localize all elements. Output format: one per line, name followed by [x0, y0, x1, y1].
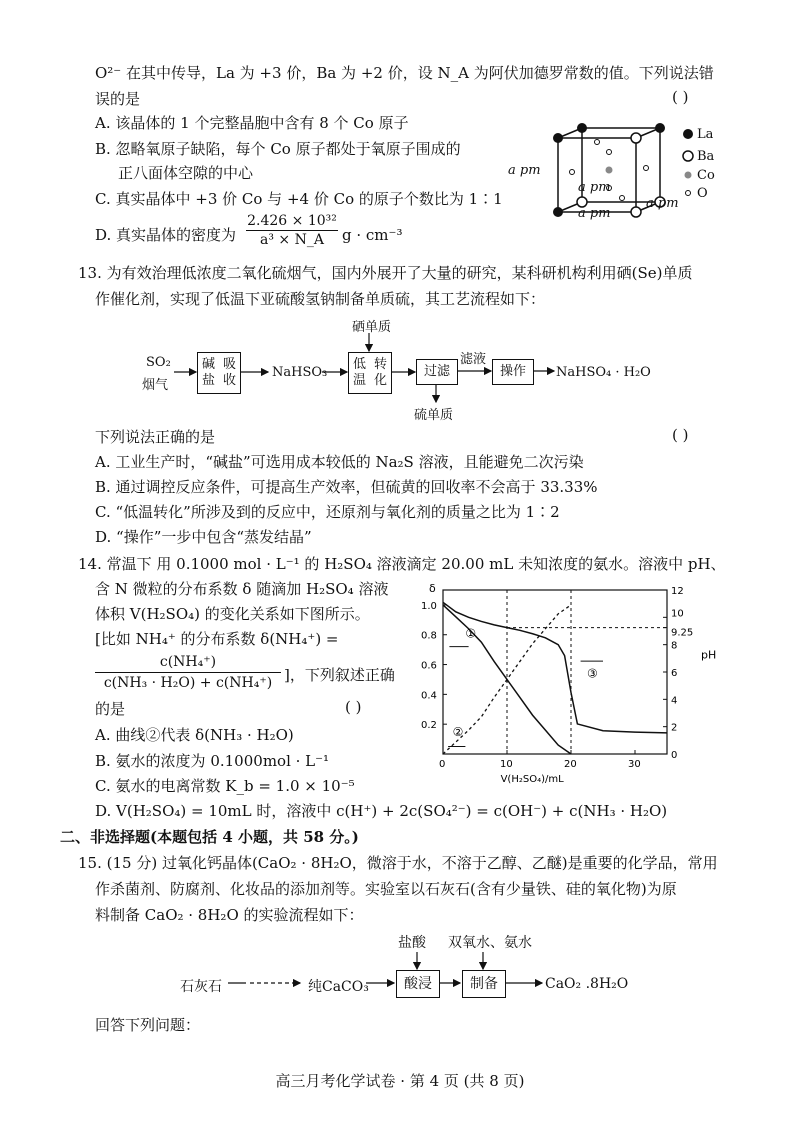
edge-label-front: a pm	[578, 180, 611, 195]
flow1-arrows	[0, 0, 800, 440]
legend-co-label: Co	[697, 168, 715, 183]
q13-option-a: A. 工业生产时，“碱盐”可选用成本较低的 Na₂S 溶液，且能避免二次污染	[95, 453, 584, 471]
annotation-3: ③	[587, 666, 598, 681]
q12-answer-paren: ( )	[672, 88, 689, 106]
right-tick-label: 4	[671, 695, 678, 707]
q12-intro-line2: 误的是	[95, 90, 141, 108]
flow1-box-filter: 过滤	[416, 359, 458, 385]
series-3-line	[443, 602, 667, 733]
flow2-product: CaO₂ .8H₂O	[545, 976, 629, 992]
flow2-pure-caco3: 纯CaCO₃	[308, 979, 369, 995]
page-footer: 高三月考化学试卷 · 第 4 页 (共 8 页)	[275, 1072, 525, 1090]
q14-line1: 14. 常温下 用 0.1000 mol · L⁻¹ 的 H₂SO₄ 溶液滴定 20.00 mL 未知浓度的氨水。溶液中 pH、	[78, 555, 726, 573]
q13-option-c: C. “低温转化”所涉及到的反应中，还原剂与氧化剂的质量之比为 1∶2	[95, 503, 560, 521]
left-tick-label: 0.4	[421, 690, 437, 702]
flow1-nahso3: NaHSO₃	[272, 365, 328, 380]
q14-fraction-numerator: c(NH₄⁺)	[95, 652, 281, 673]
flow1-box-absorb: 碱盐 吸收	[197, 352, 241, 394]
q12-option-c: C. 真实晶体中 +3 价 Co 与 +4 价 Co 的原子个数比为 1∶1	[95, 190, 503, 208]
right-tick-label: 10	[671, 608, 684, 620]
annotation-2: ②	[452, 725, 464, 740]
legend-la-label: La	[697, 127, 714, 142]
q12-option-d-prefix: D. 真实晶体的密度为	[95, 226, 237, 244]
flow1-start-so2: SO₂	[146, 355, 171, 370]
left-tick-label: 1.0	[421, 600, 437, 612]
q14-option-b: B. 氨水的浓度为 0.1000mol · L⁻¹	[95, 752, 330, 770]
q14-option-a: A. 曲线②代表 δ(NH₃ · H₂O)	[95, 726, 294, 744]
q12-option-a: A. 该晶体的 1 个完整晶胞中含有 8 个 Co 原子	[95, 114, 409, 132]
x-tick-label: 30	[628, 759, 641, 770]
flow2-input-acid: 盐酸	[398, 935, 426, 951]
flow2-box-prepare: 制备	[462, 970, 506, 998]
right-tick-label: 12	[671, 586, 684, 597]
annotation-1: ①	[465, 626, 477, 641]
q12-density-denominator: a³ × N_A	[260, 232, 324, 248]
q14-fraction	[95, 652, 281, 693]
q14-line6: 的是	[95, 700, 126, 718]
flow1-product: NaHSO₄ · H₂O	[556, 365, 651, 380]
legend-ba-label: Ba	[697, 149, 715, 164]
left-tick-label: 0.6	[421, 660, 437, 672]
q15-line2: 作杀菌剂、防腐剂、化妆品的添加剂等。实验室以石灰石(含有少量铁、硅的氧化物)为原	[95, 880, 677, 898]
q13-line1: 13. 为有效治理低浓度二氧化硫烟气，国内外展开了大量的研究，某科研机构利用硒(Se)单质	[78, 264, 693, 282]
q14-answer-paren: ( )	[345, 698, 362, 716]
right-tick-label: 9.25	[671, 627, 694, 639]
q13-line2: 作催化剂，实现了低温下亚硫酸氢钠制备单质硫，其工艺流程如下：	[95, 290, 546, 308]
flow1-se-input: 硒单质	[352, 320, 392, 335]
x-tick-label: 20	[564, 759, 577, 770]
q12-option-b-line2: 正八面体空隙的中心	[118, 164, 254, 182]
right-tick-label: 0	[671, 750, 678, 761]
right-tick-label: 2	[671, 722, 678, 734]
titration-chart	[415, 578, 735, 788]
right-tick-label: 8	[671, 640, 678, 652]
left-tick-label: 0.2	[421, 720, 437, 732]
right-tick-label: 6	[671, 668, 678, 679]
flow1-box-convert: 低温 转化	[348, 352, 392, 394]
flow1-filtrate: 滤液	[460, 352, 487, 367]
q15-line1: 15. (15 分) 过氧化钙晶体(CaO₂ · 8H₂O，微溶于水，不溶于乙醇、乙醚)是重要的化学品，常用	[78, 854, 718, 872]
q15-line3: 料制备 CaO₂ · 8H₂O 的实验流程如下：	[95, 906, 364, 924]
q15-prompt: 回答下列问题：	[95, 1016, 201, 1034]
q14-option-c: C. 氨水的电离常数 K_b = 1.0 × 10⁻⁵	[95, 777, 355, 795]
edge-label-right: a pm	[646, 196, 679, 211]
flow1-box-operate: 操作	[492, 359, 534, 385]
q14-fraction-after: ]，下列叙述正确	[284, 666, 395, 684]
q14-line2: 含 N 微粒的分布系数 δ 随滴加 H₂SO₄ 溶液	[95, 580, 389, 598]
section2-heading: 二、非选择题(本题包括 4 小题，共 58 分。)	[60, 828, 359, 846]
flow2-input-peroxide: 双氧水、氨水	[448, 935, 532, 951]
q12-density-numerator: 2.426 × 10³²	[247, 213, 337, 229]
edge-label-left: a pm	[508, 163, 541, 178]
left-tick-label: 0.8	[421, 630, 437, 642]
x-tick-label-origin: 0	[439, 759, 446, 770]
q14-fraction-denominator: c(NH₃ · H₂O) + c(NH₄⁺)	[103, 675, 273, 691]
x-tick-label: 10	[500, 759, 513, 770]
q13-option-d: D. “操作”一步中包含“蒸发结晶”	[95, 528, 312, 546]
q14-option-d: D. V(H₂SO₄) = 10mL 时，溶液中 c(H⁺) + 2c(SO₄²⁻) = c(OH⁻) + c(NH₃ · H₂O)	[95, 802, 668, 820]
edge-label-bottom: a pm	[578, 206, 611, 221]
q12-option-b-line1: B. 忽略氧原子缺陷，每个 Co 原子都处于氧原子围成的	[95, 140, 461, 158]
q12-option-d-unit: g · cm⁻³	[342, 226, 403, 244]
flow1-start-gas: 烟气	[142, 378, 169, 393]
q14-line3: 体积 V(H₂SO₄) 的变化关系如下图所示。	[95, 605, 370, 623]
flow1-sulfur-output: 硫单质	[414, 408, 454, 423]
x-axis-title: V(H₂SO₄)/mL	[500, 774, 564, 785]
flow2-box-acid-leach: 酸浸	[396, 970, 440, 998]
q13-option-b: B. 通过调控反应条件，可提高生产效率，但硫黄的回收率不会高于 33.33%	[95, 478, 598, 496]
q14-line4: [比如 NH₄⁺ 的分布系数 δ(NH₄⁺) =	[95, 630, 339, 648]
chart-frame	[443, 590, 667, 754]
left-axis-title: δ	[429, 582, 436, 595]
q13-answer-paren: ( )	[672, 426, 689, 444]
q12-intro-line1: O²⁻ 在其中传导，La 为 +3 价，Ba 为 +2 价，设 N_A 为阿伏加德罗常数的值。下列说法错	[95, 64, 714, 82]
right-axis-title: pH	[701, 648, 717, 662]
legend-o-label: O	[697, 186, 708, 201]
flow2-start: 石灰石	[180, 979, 222, 995]
flow2-arrows	[0, 920, 800, 1010]
q13-question: 下列说法正确的是	[95, 428, 216, 446]
